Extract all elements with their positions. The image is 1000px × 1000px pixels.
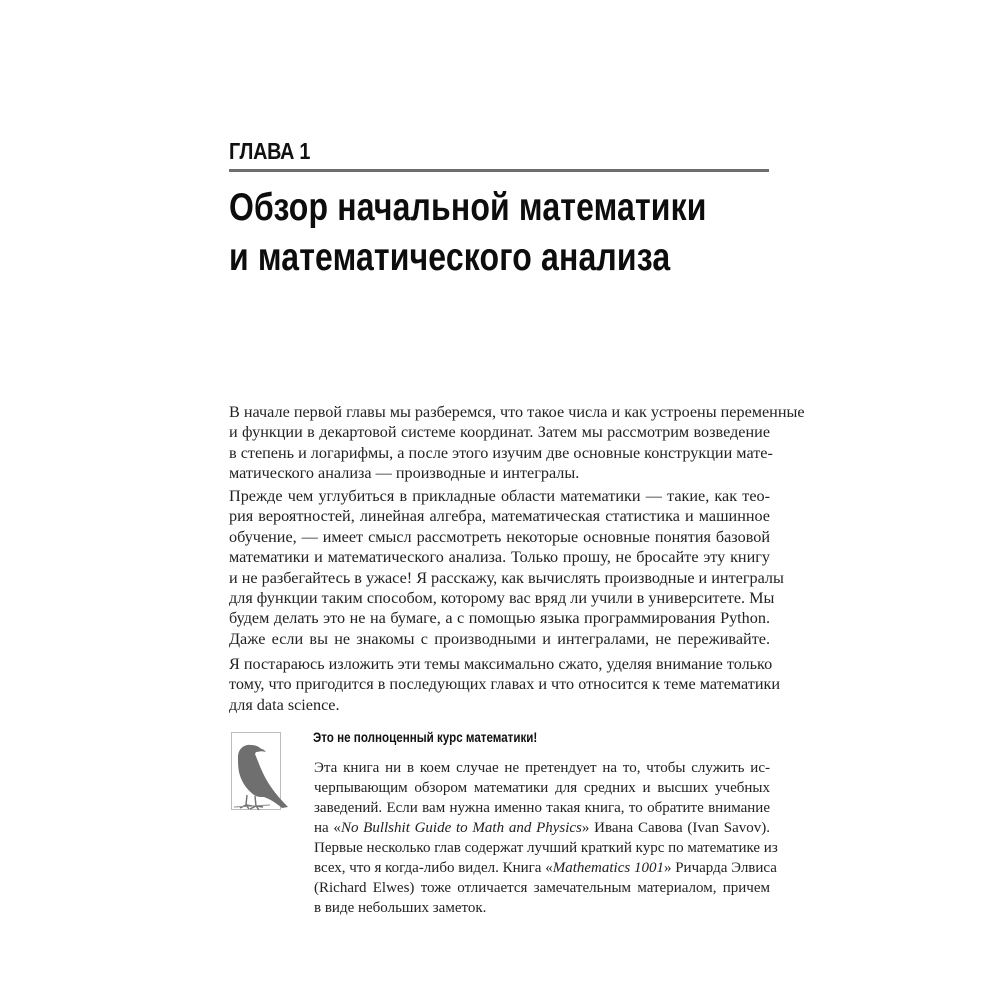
text-line: Я постараюсь изложить эти темы максимально сжато, уделяя внимание только	[229, 655, 773, 673]
text-run: черпывающим обзором математики для средних и высших учебных	[314, 780, 770, 796]
text-run: » Ивана Савова (Ivan Savov).	[581, 820, 771, 836]
chapter-title-line: и математического анализа	[229, 236, 671, 279]
note-text-line	[314, 818, 770, 838]
chapter-label: ГЛАВА 1	[229, 138, 311, 164]
text-line: и функции в декартовой системе координат. Затем мы рассмотрим возведение	[229, 423, 770, 442]
text-run: (Richard Elwes) тоже отличается замечательным материалом, причем	[314, 880, 770, 896]
text-line: тому, что пригодится в последующих главах и что относится к теме математики	[229, 675, 781, 694]
note-text-line	[314, 838, 778, 858]
note-text-line	[314, 798, 770, 818]
text-line: и не разбегайтесь в ужасе! Я расскажу, как вычислять производные и интегралы	[229, 568, 784, 587]
chapter-title	[229, 183, 707, 283]
bird-icon	[231, 732, 281, 810]
text-line: для функции таким способом, которому вас вряд ли учили в университете. Мы	[229, 589, 775, 608]
text-line: Прежде чем углубиться в прикладные области математики — такие, как тео-	[229, 487, 770, 505]
text-run: Эта книга ни в коем случае не претендует на то, чтобы служить ис-	[314, 760, 770, 776]
text-line: Даже если вы не знакомы с производными и интегралами, не переживайте.	[229, 629, 770, 648]
paragraph-scope	[229, 654, 781, 715]
text-line: для data science.	[229, 695, 340, 714]
note-body	[314, 758, 778, 918]
text-run: » Ричарда Элвиса	[663, 860, 777, 876]
note-text-line	[314, 758, 770, 778]
text-run: всех, что я когда-либо видел. Книга «	[314, 860, 553, 876]
text-line: будем делать это не на бумаге, а с помощью языка программирования Python.	[229, 609, 770, 628]
text-run: Первые несколько глав содержат лучший краткий курс по математике из	[314, 840, 778, 856]
text-line: в степень и логарифмы, а после этого изучим две основные конструкции мате-	[229, 443, 773, 462]
note-title: Это не полноценный курс математики!	[313, 730, 538, 745]
text-run: на «	[314, 820, 341, 836]
book-page	[229, 0, 805, 1000]
chapter-title-line: Обзор начальной математики	[229, 186, 707, 229]
chapter-divider	[229, 169, 769, 172]
note-text-line	[314, 778, 770, 798]
note-text-line	[314, 878, 770, 898]
text-run: заведений. Если вам нужна именно такая книга, то обратите внимание	[314, 800, 770, 816]
book-title-italic: Mathematics 1001	[552, 860, 664, 876]
text-line: матического анализа — производные и интегралы.	[229, 464, 580, 483]
paragraph-intro	[229, 402, 805, 484]
text-line: обучение, — имеет смысл рассмотреть некоторые основные понятия базовой	[229, 527, 770, 546]
text-run: в виде небольших заметок.	[314, 900, 487, 916]
text-line: В начале первой главы мы разберемся, что такое числа и как устроены переменные	[229, 403, 805, 421]
text-line: рия вероятностей, линейная алгебра, математическая статистика и машинное	[229, 507, 770, 526]
book-title-italic: No Bullshit Guide to Math and Physics	[340, 820, 582, 836]
note-text-line	[314, 858, 777, 878]
text-line: математики и математического анализа. Только прошу, не бросайте эту книгу	[229, 548, 770, 567]
paragraph-motivation	[229, 486, 784, 649]
note-text-line	[314, 898, 770, 918]
